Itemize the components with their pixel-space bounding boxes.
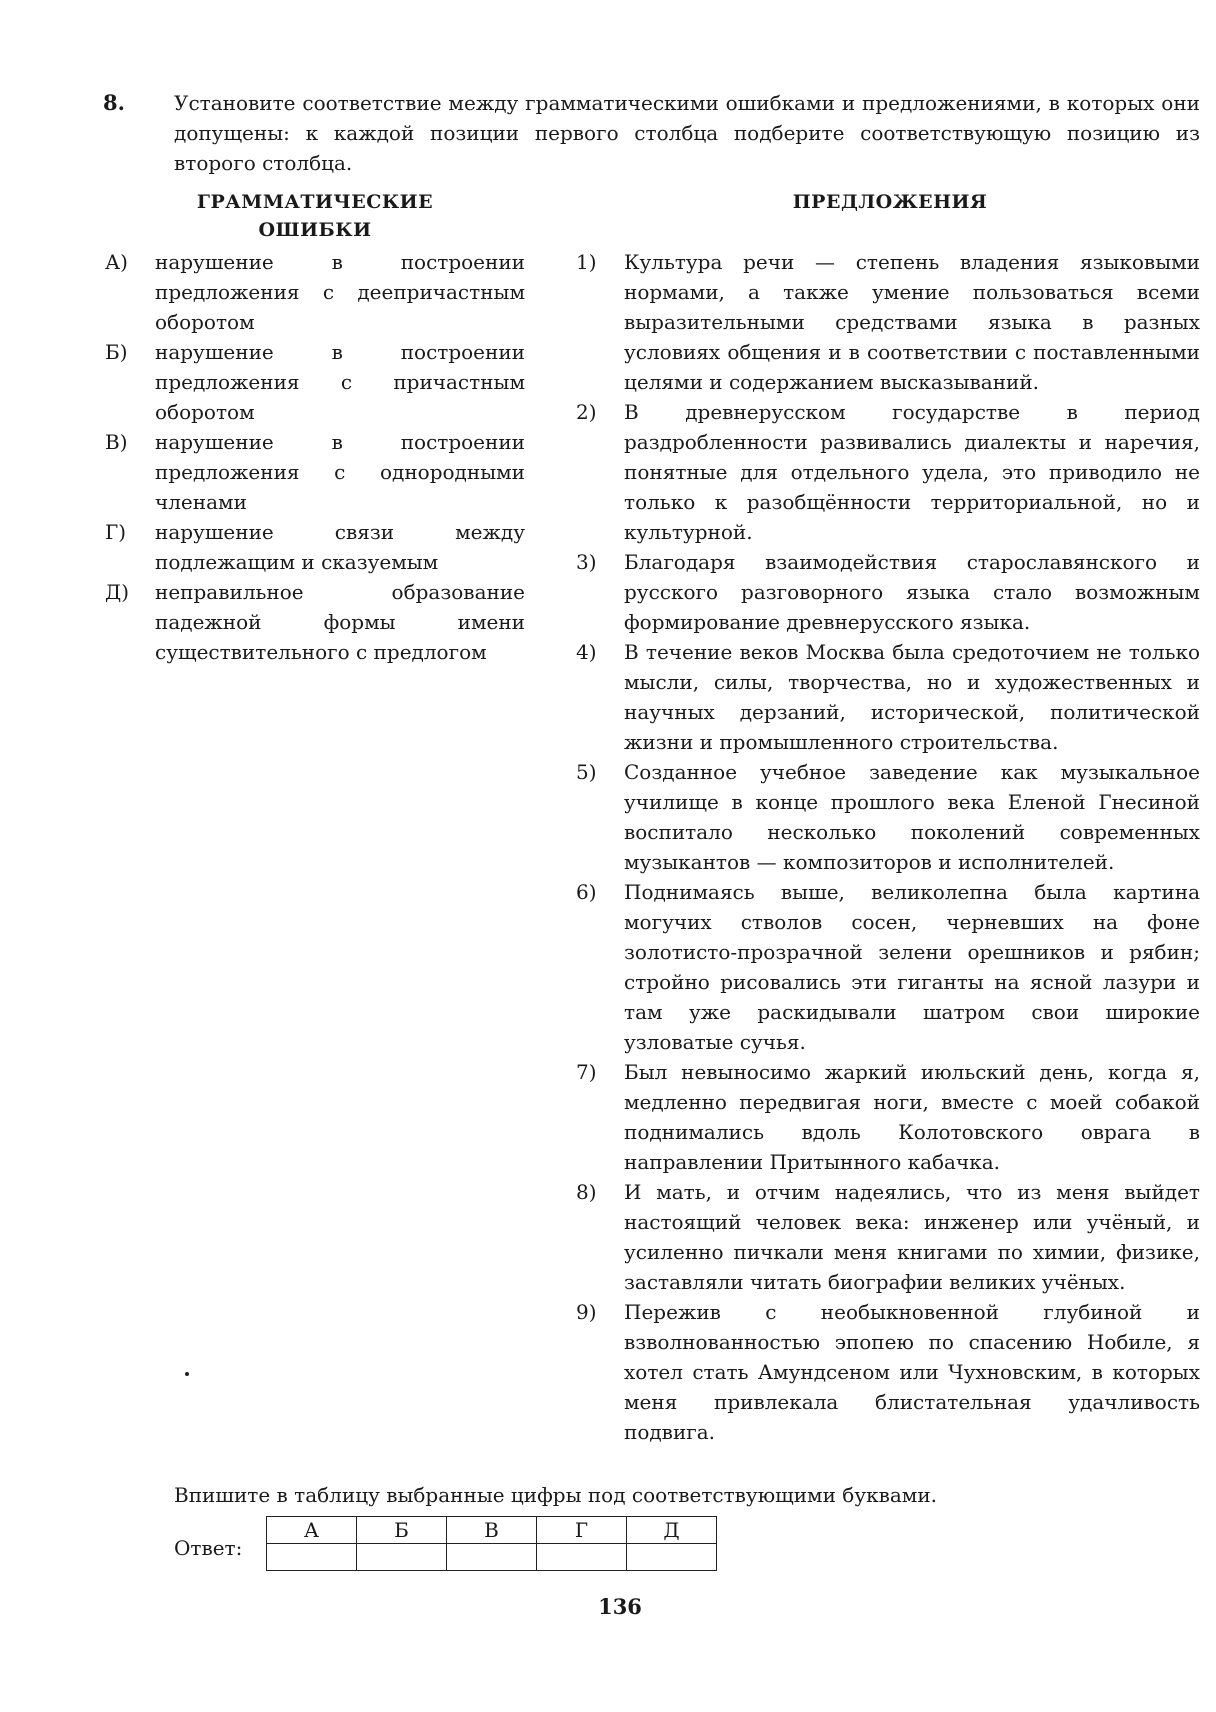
task-number: 8. — [103, 90, 125, 115]
sentence-item — [576, 757, 1200, 877]
sentences-list — [576, 247, 1200, 1447]
error-item — [105, 517, 525, 577]
sentence-item — [576, 637, 1200, 757]
sentence-number: 7) — [576, 1060, 597, 1084]
sentence-number: 3) — [576, 550, 597, 574]
sentence-number: 8) — [576, 1180, 597, 1204]
answer-cell-b[interactable] — [357, 1544, 447, 1571]
answer-header-cell: Г — [537, 1517, 627, 1544]
answer-header-cell: А — [267, 1517, 357, 1544]
error-item — [105, 247, 525, 337]
sentence-number: 9) — [576, 1300, 597, 1324]
answer-table — [266, 1516, 717, 1571]
error-text: нарушение в построении предложения с однородными членами — [155, 430, 525, 514]
error-letter: В) — [105, 430, 128, 454]
sentence-item — [576, 1057, 1200, 1177]
error-letter: Б) — [105, 340, 128, 364]
answer-header-cell: В — [447, 1517, 537, 1544]
error-text: нарушение в построении предложения с причастным оборотом — [155, 340, 525, 424]
error-text: нарушение связи между подлежащим и сказуемым — [155, 520, 525, 574]
sentence-text: Поднимаясь выше, великолепна была картина могучих стволов сосен, черневших на фоне золотисто-прозрачной зелени орешников и рябин; стройно рисовались эти гиганты на ясной лазури и там уже раскидывали шатром свои широкие узловатые сучья. — [624, 880, 1200, 1054]
answer-cell-d[interactable] — [627, 1544, 717, 1571]
error-item — [105, 427, 525, 517]
sentence-item — [576, 247, 1200, 397]
answer-input-row — [267, 1544, 717, 1571]
answer-label: Ответ: — [174, 1536, 243, 1560]
error-letter: Г) — [105, 520, 127, 544]
sentence-text: В течение веков Москва была средоточием не только мысли, силы, творчества, но и художественных и научных дерзаний, исторической, политической жизни и промышленного строительства. — [624, 640, 1200, 754]
sentence-text: В древнерусском государстве в период раздробленности развивались диалекты и наречия, понятные для отдельного удела, это приводило не только к разобщённости территориальной, но и культурной. — [624, 400, 1200, 544]
sentence-number: 4) — [576, 640, 597, 664]
sentence-text: Благодаря взаимодействия старославянского и русского разговорного языка стало возможным формирование древнерусского языка. — [624, 550, 1200, 634]
sentence-text: И мать, и отчим надеялись, что из меня выйдет настоящий человек века: инженер или учёный, и усиленно пичкали меня книгами по химии, физике, заставляли читать биографии великих учёных. — [624, 1180, 1200, 1294]
sentence-item — [576, 1297, 1200, 1447]
sentences-column-heading: ПРЕДЛОЖЕНИЯ — [792, 191, 988, 213]
sentence-text: Пережив с необыкновенной глубиной и взволнованностью эпопею по спасению Нобиле, я хотел стать Амундсеном или Чухновским, в которых меня привлекала блистательная удачливость подвига. — [624, 1300, 1200, 1444]
errors-column-heading: ГРАММАТИЧЕСКИЕ ОШИБКИ — [196, 191, 434, 241]
answer-cell-a[interactable] — [267, 1544, 357, 1571]
sentence-item — [576, 547, 1200, 637]
answer-header-row — [267, 1517, 717, 1544]
answer-header-cell: Д — [627, 1517, 717, 1544]
error-letter: Д) — [105, 580, 130, 604]
sentence-item — [576, 397, 1200, 547]
sentence-item — [576, 877, 1200, 1057]
answer-instruction: Впишите в таблицу выбранные цифры под соответствующими буквами. — [174, 1483, 938, 1507]
sentence-number: 5) — [576, 760, 597, 784]
sentence-number: 1) — [576, 250, 597, 274]
error-text: неправильное образование падежной формы имени существительного с предлогом — [155, 580, 525, 664]
scan-speck — [185, 1372, 189, 1376]
error-letter: А) — [105, 250, 128, 274]
answer-header-cell: Б — [357, 1517, 447, 1544]
sentence-text: Созданное учебное заведение как музыкальное училище в конце прошлого века Еленой Гнесиной воспитало несколько поколений современных музыкантов — композиторов и исполнителей. — [624, 760, 1200, 874]
errors-list — [105, 247, 525, 667]
error-item — [105, 337, 525, 427]
page-number: 136 — [598, 1594, 642, 1619]
answer-cell-v[interactable] — [447, 1544, 537, 1571]
sentence-number: 6) — [576, 880, 597, 904]
sentence-text: Культура речи — степень владения языковыми нормами, а также умение пользоваться всеми выразительными средствами языка в разных условиях общения и в соответствии с поставленными целями и содержанием высказываний. — [624, 250, 1200, 394]
error-text: нарушение в построении предложения с деепричастным оборотом — [155, 250, 525, 334]
task-instruction: Установите соответствие между грамматическими ошибками и предложениями, в которых они допущены: к каждой позиции первого столбца подберите соответствующую позицию из второго столбца. — [174, 91, 1200, 175]
answer-cell-g[interactable] — [537, 1544, 627, 1571]
sentence-number: 2) — [576, 400, 597, 424]
sentence-item — [576, 1177, 1200, 1297]
sentence-text: Был невыносимо жаркий июльский день, когда я, медленно передвигая ноги, вместе с моей собакой поднимались вдоль Колотовского оврага в направлении Притынного кабачка. — [624, 1060, 1200, 1174]
error-item — [105, 577, 525, 667]
